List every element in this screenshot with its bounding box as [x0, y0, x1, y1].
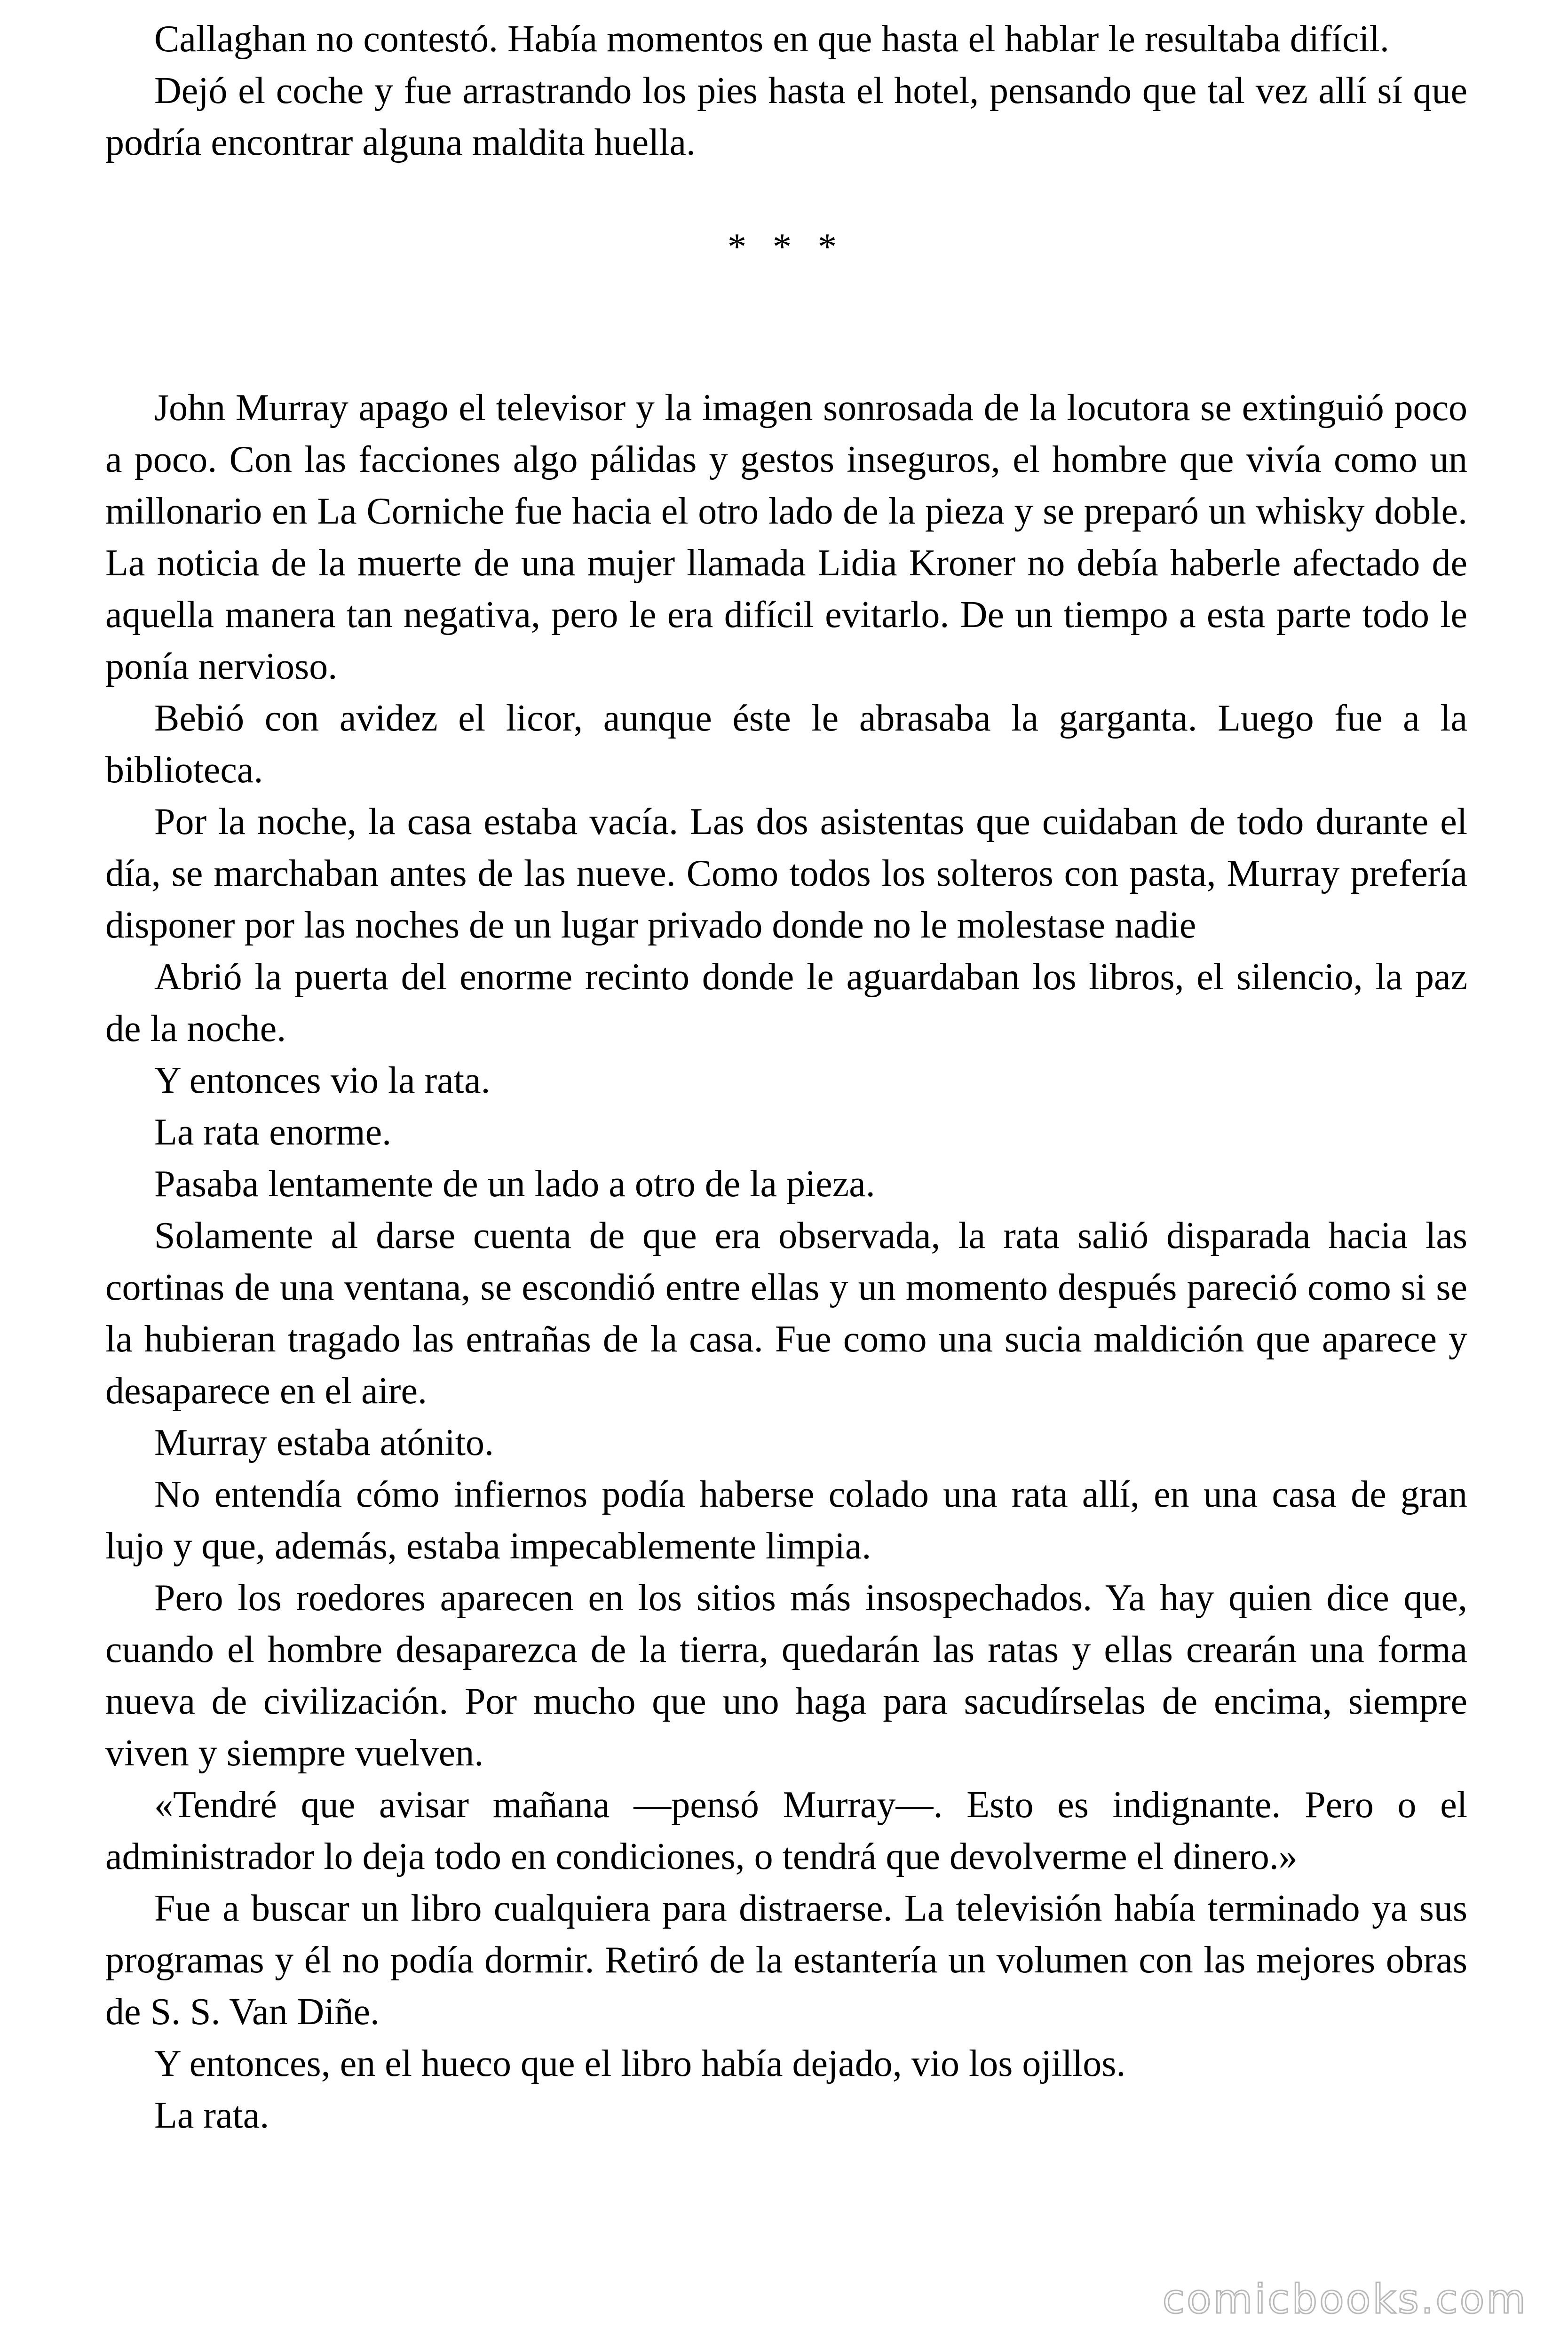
paragraph: Dejó el coche y fue arrastrando los pies hasta el hotel, pensando que tal vez allí sí que podría encontrar alguna maldita huella.	[105, 70, 1467, 163]
paragraph: No entendía cómo infiernos podía haberse colado una rata allí, en una casa de gran lujo y que, además, estaba impecablemente limpia.	[105, 1474, 1467, 1567]
paragraph: Fue a buscar un libro cualquiera para distraerse. La televisión había terminado ya sus programas y él no podía dormir. Retiró de la estantería un volumen con las mejores obras de S. S. Van Diñe.	[105, 1888, 1467, 2033]
paragraph: Por la noche, la casa estaba vacía. Las dos asistentas que cuidaban de todo durante el día, se marchaban antes de las nueve. Como todos los solteros con pasta, Murray prefería disponer por las noches de un lugar privado donde no le molestase nadie	[105, 801, 1467, 946]
paragraph: Bebió con avidez el licor, aunque éste le abrasaba la garganta. Luego fue a la biblioteca.	[105, 698, 1467, 791]
paragraph: Pasaba lentamente de un lado a otro de la pieza.	[154, 1163, 875, 1205]
paragraph: Pero los roedores aparecen en los sitios más insospechados. Ya hay quien dice que, cuando el hombre desaparezca de la tierra, quedarán las ratas y ellas crearán una forma nueva de civilización. Por mucho que uno haga para sacudírselas de encima, siempre viven y siempre vuelven.	[105, 1577, 1467, 1774]
paragraph: Callaghan no contestó. Había momentos en que hasta el hablar le resultaba difícil.	[154, 18, 1389, 60]
paragraph: Abrió la puerta del enorme recinto donde le aguardaban los libros, el silencio, la paz de la noche.	[105, 956, 1467, 1049]
paragraph: Solamente al darse cuenta de que era observada, la rata salió disparada hacia las cortinas de una ventana, se escondió entre ellas y un momento después pareció como si se la hubieran tragado las entrañas de la casa. Fue como una sucia maldición que aparece y desaparece en el aire.	[105, 1215, 1467, 1412]
watermark: comicbooks.com	[1162, 2276, 1528, 2323]
paragraph: «Tendré que avisar mañana —pensó Murray—. Esto es indignante. Pero o el administrador lo deja todo en condiciones, o tendrá que devolverme el dinero.»	[105, 1784, 1467, 1877]
paragraph: Y entonces vio la rata.	[154, 1060, 491, 1101]
section-separator: * * *	[728, 226, 845, 268]
paragraph: Y entonces, en el hueco que el libro había dejado, vio los ojillos.	[154, 2043, 1126, 2084]
paragraph: John Murray apago el televisor y la imagen sonrosada de la locutora se extinguió poco a poco. Con las facciones algo pálidas y gestos inseguros, el hombre que vivía como un millonario en La Corniche fue hacia el otro lado de la pieza y se preparó un whisky doble. La noticia de la muerte de una mujer llamada Lidia Kroner no debía haberle afectado de aquella manera tan negativa, pero le era difícil evitarlo. De un tiempo a esta parte todo le ponía nervioso.	[105, 387, 1467, 687]
paragraph: La rata.	[154, 2095, 269, 2136]
page-text	[105, 13, 1467, 2141]
paragraph: La rata enorme.	[154, 1112, 392, 1153]
paragraph: Murray estaba atónito.	[154, 1422, 494, 1463]
